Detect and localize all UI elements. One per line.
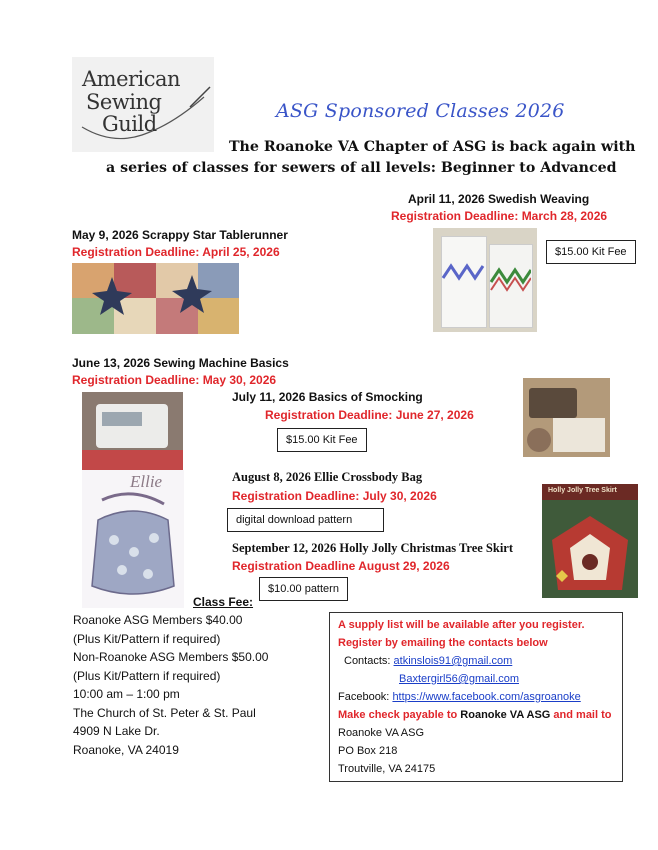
smocking-deadline: Registration Deadline: June 27, 2026 bbox=[265, 408, 474, 422]
class-fee-list bbox=[73, 611, 268, 759]
fee-line: Roanoke, VA 24019 bbox=[73, 742, 179, 757]
address-line: Roanoke VA ASG bbox=[338, 727, 425, 739]
basics-title: June 13, 2026 Sewing Machine Basics bbox=[72, 356, 289, 370]
email-link-2[interactable]: Baxtergirl56@gmail.com bbox=[399, 673, 519, 685]
skirt-deadline: Registration Deadline August 29, 2026 bbox=[232, 559, 450, 573]
swedish-fee-box: $15.00 Kit Fee bbox=[546, 240, 636, 264]
basics-photo bbox=[82, 392, 183, 470]
address-line: PO Box 218 bbox=[338, 745, 398, 757]
smocking-photo bbox=[523, 378, 610, 457]
supply-note: A supply list will be available after you register. bbox=[338, 619, 585, 631]
intro-line-1: The Roanoke VA Chapter of ASG is back again with bbox=[229, 139, 636, 155]
skirt-photo-label: Holly Jolly Tree Skirt bbox=[548, 487, 617, 494]
asg-logo bbox=[72, 57, 214, 152]
class-fee-heading: Class Fee: bbox=[193, 595, 254, 609]
swedish-photo bbox=[433, 228, 537, 332]
payee: Roanoke VA ASG bbox=[460, 709, 551, 721]
skirt-title: September 12, 2026 Holly Jolly Christmas Tree Skirt bbox=[232, 541, 514, 555]
facebook-label: Facebook: bbox=[338, 691, 390, 703]
registration-info-box bbox=[329, 612, 623, 782]
ellie-photo bbox=[82, 470, 184, 608]
fee-line: 4909 N Lake Dr. bbox=[73, 724, 160, 738]
page-title: ASG Sponsored Classes 2026 bbox=[276, 100, 565, 122]
contacts-label: Contacts: bbox=[344, 655, 391, 667]
fee-line: Non-Roanoke ASG Members $50.00 bbox=[73, 650, 269, 664]
register-note: Register by emailing the contacts below bbox=[338, 637, 548, 649]
scrappy-title: May 9, 2026 Scrappy Star Tablerunner bbox=[72, 228, 288, 242]
email-link-1[interactable]: atkinslois91@gmail.com bbox=[393, 655, 513, 667]
ellie-fee-box: digital download pattern bbox=[227, 508, 384, 532]
smocking-fee-box: $15.00 Kit Fee bbox=[277, 428, 367, 452]
address-line: Troutville, VA 24175 bbox=[338, 763, 436, 775]
fee-line: Roanoke ASG Members $40.00 bbox=[73, 613, 243, 627]
check-suffix: and mail to bbox=[553, 709, 612, 721]
scrappy-deadline: Registration Deadline: April 25, 2026 bbox=[72, 245, 280, 259]
ellie-photo-label: Ellie bbox=[130, 472, 163, 491]
ellie-deadline: Registration Deadline: July 30, 2026 bbox=[232, 489, 437, 503]
fee-line: 10:00 am – 1:00 pm bbox=[73, 687, 180, 701]
basics-deadline: Registration Deadline: May 30, 2026 bbox=[72, 373, 277, 387]
swedish-deadline: Registration Deadline: March 28, 2026 bbox=[391, 209, 608, 223]
skirt-fee-box: $10.00 pattern bbox=[259, 577, 348, 601]
swedish-title: April 11, 2026 Swedish Weaving bbox=[408, 192, 590, 206]
check-prefix: Make check payable to bbox=[338, 709, 458, 721]
smocking-title: July 11, 2026 Basics of Smocking bbox=[232, 390, 423, 404]
fee-line: (Plus Kit/Pattern if required) bbox=[73, 631, 221, 646]
intro-line-2: a series of classes for sewers of all levels: Beginner to Advanced bbox=[106, 160, 617, 176]
skirt-photo bbox=[542, 484, 638, 598]
scrappy-photo bbox=[72, 263, 239, 334]
fee-line: (Plus Kit/Pattern if required) bbox=[73, 668, 221, 683]
ellie-title: August 8, 2026 Ellie Crossbody Bag bbox=[232, 470, 423, 484]
fee-line: The Church of St. Peter & St. Paul bbox=[73, 705, 256, 720]
logo-line1: American bbox=[82, 67, 181, 91]
logo-line2: Sewing bbox=[86, 90, 162, 114]
logo-line3: Guild bbox=[102, 112, 157, 136]
facebook-link[interactable]: https://www.facebook.com/asgroanoke bbox=[392, 691, 581, 703]
